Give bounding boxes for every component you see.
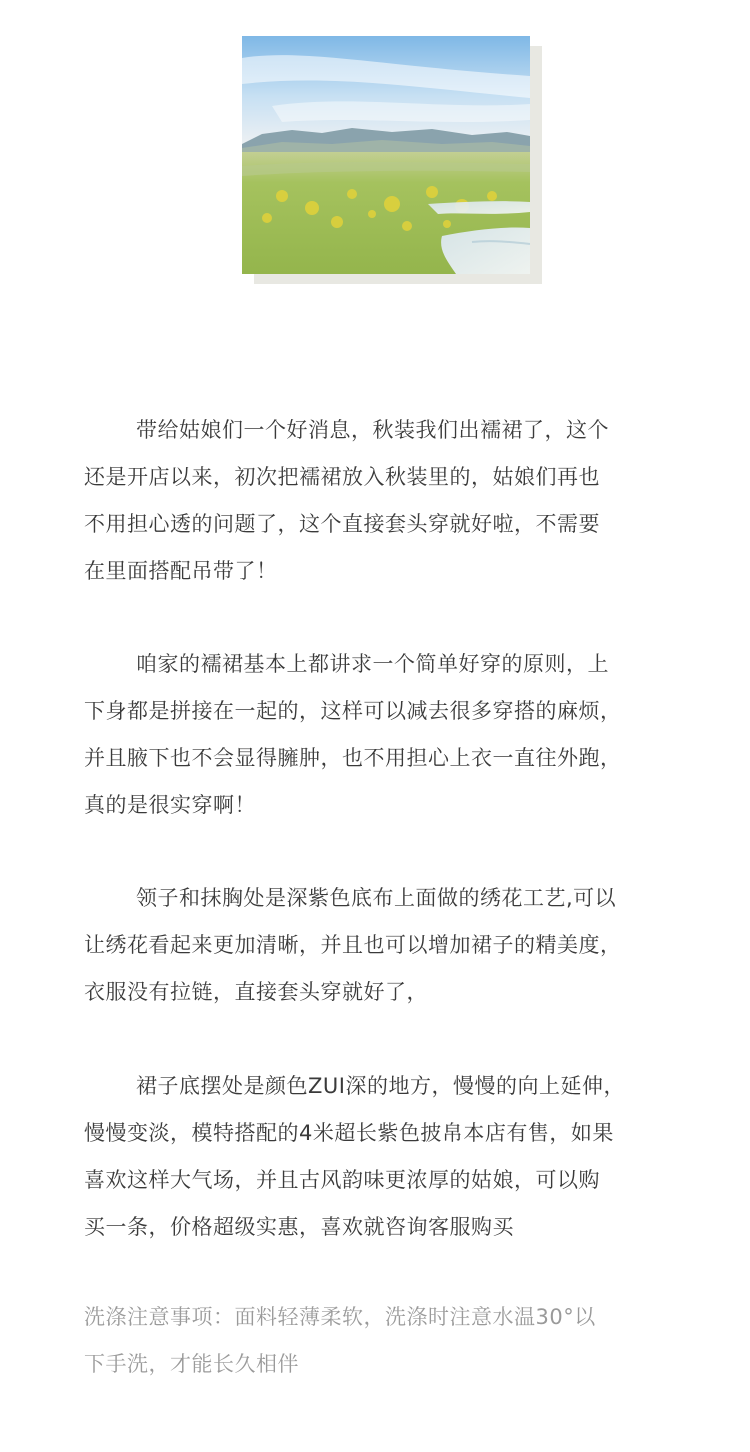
paragraph-line: 领子和抹胸处是深紫色底布上面做的绣花工艺,可以 [136, 886, 617, 910]
paragraph-line: 让绣花看起来更加清晰，并且也可以增加裙子的精美度， [84, 933, 622, 957]
paragraph-line: 还是开店以来，初次把襦裙放入秋装里的，姑娘们再也 [84, 465, 600, 489]
paragraph-line: 带给姑娘们一个好消息，秋装我们出襦裙了，这个 [136, 418, 609, 442]
care-line: 洗涤注意事项：面料轻薄柔软，洗涤时注意水温30°以 [84, 1305, 596, 1329]
care-instructions [84, 1294, 686, 1388]
paragraph-4 [84, 1063, 686, 1251]
paragraph-line: 不用担心透的问题了，这个直接套头穿就好啦，不需要 [84, 512, 600, 536]
paragraph-line: 咱家的襦裙基本上都讲求一个简单好穿的原则，上 [136, 652, 609, 676]
paragraph-1 [84, 407, 686, 595]
paragraph-line: 买一条，价格超级实惠，喜欢就咨询客服购买 [84, 1215, 514, 1239]
paragraph-line: 喜欢这样大气场，并且古风韵味更浓厚的姑娘，可以购 [84, 1168, 600, 1192]
paragraph-line: 慢慢变淡，模特搭配的4米超长紫色披帛本店有售，如果 [84, 1121, 614, 1145]
paragraph-line: 真的是很实穿啊！ [84, 793, 256, 817]
landscape-illustration [242, 36, 530, 274]
paragraph-line: 下身都是拼接在一起的，这样可以减去很多穿搭的麻烦， [84, 699, 622, 723]
landscape-photo [242, 36, 530, 274]
paragraph-line: 裙子底摆处是颜色ZUI深的地方，慢慢的向上延伸， [136, 1074, 625, 1098]
paragraph-3 [84, 875, 686, 1016]
care-line: 下手洗，才能长久相伴 [84, 1352, 299, 1376]
paragraph-line: 在里面搭配吊带了！ [84, 559, 278, 583]
paragraph-line: 并且腋下也不会显得臃肿，也不用担心上衣一直往外跑， [84, 746, 622, 770]
landscape-photo-frame [242, 36, 542, 284]
paragraph-2 [84, 641, 686, 829]
paragraph-line: 衣服没有拉链，直接套头穿就好了， [84, 980, 428, 1004]
